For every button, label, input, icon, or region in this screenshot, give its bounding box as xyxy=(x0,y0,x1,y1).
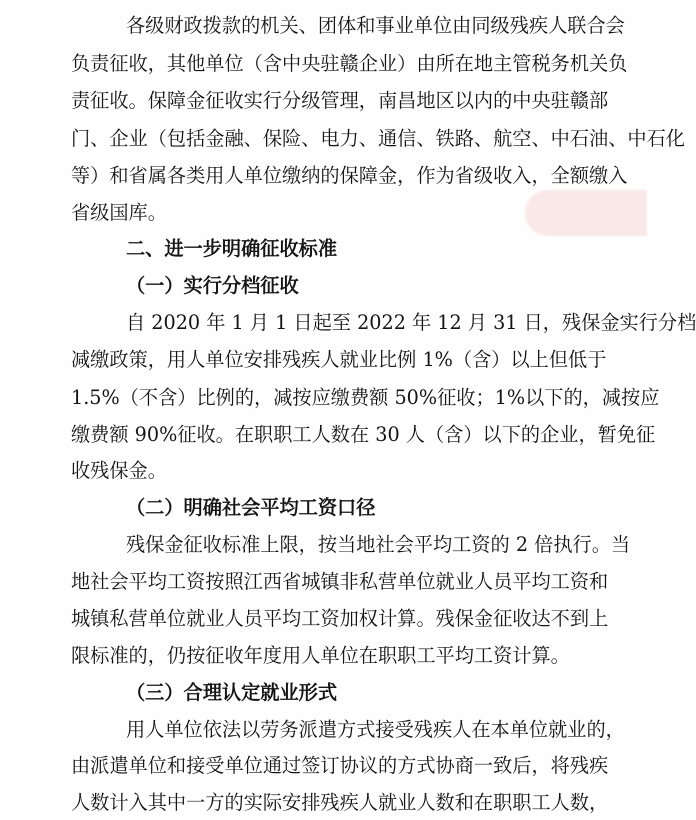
paragraph-line: 缴费额 90%征收。在职职工人数在 30 人（含）以下的企业，暂免征 xyxy=(71,423,656,446)
subsection-heading: （一）实行分档征收 xyxy=(126,274,299,297)
paragraph-line: 省级国库。 xyxy=(71,201,167,224)
paragraph-line: 收残保金。 xyxy=(71,459,167,482)
paragraph-line: 负责征收，其他单位（含中央驻赣企业）由所在地主管税务机关负 xyxy=(71,52,628,75)
paragraph-line: 责征收。保障金征收实行分级管理，南昌地区以内的中央驻赣部 xyxy=(71,89,609,112)
subsection-heading: （二）明确社会平均工资口径 xyxy=(126,496,376,519)
paragraph-line: 城镇私营单位就业人员平均工资加权计算。残保金征收达不到上 xyxy=(71,607,609,630)
section-heading: 二、进一步明确征收标准 xyxy=(126,237,338,260)
paragraph-line: 等）和省属各类用人单位缴纳的保障金，作为省级收入，全额缴入 xyxy=(71,164,628,187)
paragraph-line: 用人单位依法以劳务派遣方式接受残疾人在本单位就业的， xyxy=(126,718,625,741)
paragraph-line: 残保金征收标准上限，按当地社会平均工资的 2 倍执行。当 xyxy=(126,533,631,556)
paragraph-line: 1.5%（不含）比例的，减按应缴费额 50%征收；1%以下的，减按应 xyxy=(71,386,660,409)
paragraph-line: 限标准的，仍按征收年度用人单位在职职工平均工资计算。 xyxy=(71,644,570,667)
subsection-heading: （三）合理认定就业形式 xyxy=(126,681,338,704)
paragraph-line: 由派遣单位和接受单位通过签订协议的方式协商一致后，将残疾 xyxy=(71,754,609,777)
paragraph-line: 地社会平均工资按照江西省城镇非私营单位就业人员平均工资和 xyxy=(71,570,609,593)
paragraph-line: 门、企业（包括金融、保险、电力、通信、铁路、航空、中石油、中石化 xyxy=(71,127,685,150)
paragraph-line: 人数计入其中一方的实际安排残疾人就业人数和在职职工人数， xyxy=(71,791,609,814)
paragraph-line: 自 2020 年 1 月 1 日起至 2022 年 12 月 31 日，残保金实行分档 xyxy=(126,311,696,334)
paragraph-line: 减缴政策，用人单位安排残疾人就业比例 1%（含）以上但低于 xyxy=(71,348,607,371)
paragraph-line: 各级财政拨款的机关、团体和事业单位由同级残疾人联合会 xyxy=(126,14,625,37)
